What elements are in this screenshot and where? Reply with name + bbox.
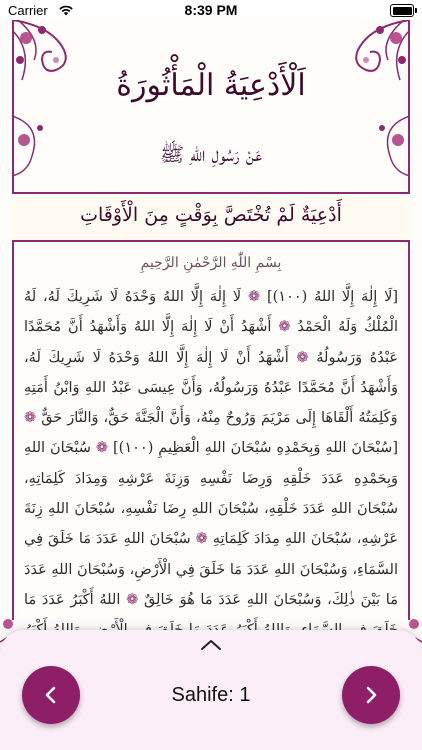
section-title: أَدْعِيَةٌ لَمْ تُخْتَصَّ بِوَقْتٍ مِنَ الْأَوْقَاتِ [80, 204, 342, 226]
status-bar [0, 0, 422, 20]
next-page-button[interactable] [342, 666, 400, 724]
chevron-right-icon [359, 683, 383, 707]
bottom-panel [0, 630, 422, 750]
rosette-icon: ❁ [24, 410, 37, 427]
dua-p5: [سُبْحَانَ اللهِ وَبِحَمْدِهِ سُبْحَانَ اللهِ الْعَظِيمِ (١٠٠)] [112, 440, 398, 457]
rosette-icon: ❁ [288, 349, 309, 366]
rosette-icon: ❁ [90, 440, 109, 457]
chevron-up-icon[interactable] [199, 638, 223, 652]
rosette-icon: ❁ [271, 319, 291, 336]
status-time: 8:39 PM [184, 2, 238, 18]
dua-p4: أَشْهَدُ أَنْ لَا إِلٰهَ إِلَّا اللهُ وَحْدَهُ لَا شَرِيكَ لَهُ، وَأَشْهَدُ أَنَّ مُحَمَّدًا عَبْدُهُ وَرَسُولُهُ، وَأَنَّ عِيسَى عَبْدُ اللهِ وَابْنُ أَمَتِهِ وَكَلِمَتُهُ أَلْقَاهَا إِلَى مَرْيَمَ وَرُوحٌ مِنْهُ، وَأَنَّ الْجَنَّةَ حَقٌّ، وَالنَّارَ حَقٌّ [24, 349, 398, 427]
dua-p2: لَا إِلٰهَ إِلَّا اللهُ وَحْدَهُ لَا شَرِيكَ لَهُ، لَهُ الْمُلْكُ وَلَهُ الْحَمْدُ [24, 289, 399, 336]
battery-icon [390, 4, 414, 17]
dua-p6: سُبْحَانَ اللهِ وَبِحَمْدِهِ عَدَدَ خَلْقِهِ وَرِضَا نَفْسِهِ وَزِنَةَ عَرْشِهِ وَمِدَادَ كَلِمَاتِهِ، سُبْحَانَ اللهِ عَدَدَ خَلْقِهِ، سُبْحَانَ اللهِ رِضَا نَفْسِهِ، سُبْحَانَ اللهِ زِنَةَ عَرْشِهِ، سُبْحَانَ اللهِ مِدَادَ كَلِمَاتِهِ [24, 440, 399, 548]
carrier-label: Carrier [8, 3, 48, 18]
dua-p7: سُبْحَانَ اللهِ عَدَدَ مَا خَلَقَ فِي السَّمَاءِ، وَسُبْحَانَ اللهِ عَدَدَ مَا خَلَقَ فِي الْأَرْضِ، وَسُبْحَانَ اللهِ عَدَدَ مَا بَيْنَ ذٰلِكَ، وَسُبْحَانَ اللهِ عَدَدَ مَا هُوَ خَالِقٌ [24, 531, 398, 608]
dua-p1: [لَا إِلٰهَ إِلَّا اللهُ (١٠٠)] [266, 289, 399, 305]
page-subtitle: عَنْ رَسُولِ اللهِ ﷺ [159, 142, 263, 166]
basmala: بِسْمِ اللّٰهِ الرَّحْمٰنِ الرَّحِيمِ [140, 255, 282, 271]
dua-page [0, 20, 422, 620]
dua-p8: اللهُ أَكْبَرُ عَدَدَ مَا [24, 591, 121, 608]
rosette-icon: ❁ [241, 289, 261, 305]
page-title: اَلْأَدْعِيَةُ الْمَأْثُورَةُ [116, 68, 306, 103]
section-header [12, 192, 410, 242]
page-number-label: Sahife: 1 [171, 684, 251, 706]
rosette-icon: ❁ [190, 531, 208, 548]
dua-p3: أَشْهَدُ أَنْ لَا إِلٰهَ إِلَّا اللهُ وَأَشْهَدُ أَنَّ مُحَمَّدًا عَبْدُهُ وَرَسُولُهُ [24, 319, 399, 366]
rosette-icon: ❁ [120, 591, 139, 608]
